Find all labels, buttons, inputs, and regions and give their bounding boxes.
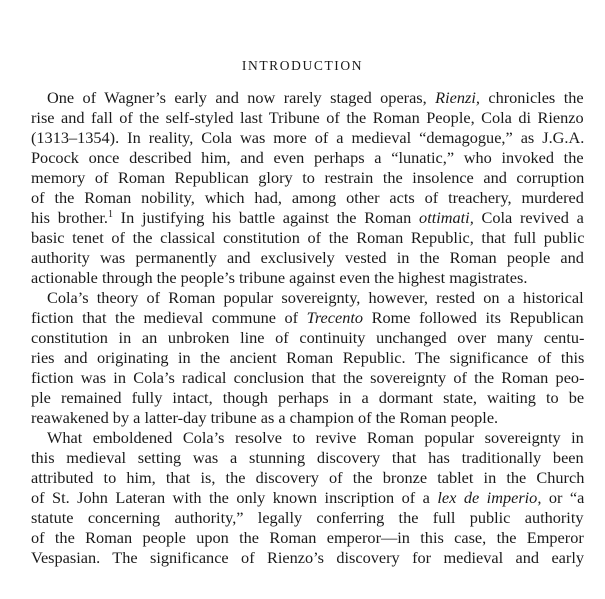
text-line: ple remained fully intact, though perhaps in a dormant state, waiting to be: [31, 388, 585, 407]
footnote-marker: 1: [107, 209, 113, 220]
text-line: of St. John Lateran with the only known inscription of a lex de imperio, or “a: [31, 488, 585, 507]
text-line: memory of Roman Republican glory to restrain the insolence and corruption: [31, 168, 585, 187]
text-line: Pocock once described him, and even perhaps a “lunatic,” who invoked the: [31, 148, 584, 167]
text-line: Vespasian. The significance of Rienzo’s discovery for medieval and early: [31, 548, 584, 567]
text-line: What emboldened Cola’s resolve to revive Roman popular sovereignty in: [47, 428, 584, 447]
text-line: constitution in an unbroken line of continuity unchanged over many centu-: [31, 328, 585, 347]
text-line: fiction was in Cola’s radical conclusion that the sovereignty of the Roman peo-: [31, 368, 585, 387]
text-line: Cola’s theory of Roman popular sovereignty, however, rested on a historical: [47, 288, 584, 307]
text-line: ries and originating in the ancient Roman Republic. The significance of this: [31, 348, 585, 367]
text-line: authority was permanently and exclusively vested in the Roman people and: [31, 248, 584, 267]
text-line: (1313–1354). In reality, Cola was more of a medieval “demagogue,” as J.G.A.: [31, 128, 585, 147]
text-line: attributed to him, that is, the discovery of the bronze tablet in the Church: [31, 468, 585, 487]
text-line: of the Roman nobility, which had, among other acts of treachery, murdered: [31, 188, 584, 207]
chapter-heading: INTRODUCTION: [241, 58, 364, 73]
text-line: of the Roman people upon the Roman emperor—in this case, the Emperor: [31, 528, 584, 547]
text-line: reawakened by a latter-day tribune as a champion of the Roman people.: [31, 408, 499, 427]
text-line: rise and fall of the self-styled last Tribune of the Roman People, Cola di Rienzo: [31, 108, 584, 127]
text-line: statute concerning authority,” legally conferring the full public authority: [31, 508, 584, 527]
text-line: fiction that the medieval commune of Trecento Rome followed its Republican: [31, 308, 584, 327]
text-line: One of Wagner’s early and now rarely staged operas, Rienzi, chronicles the: [47, 88, 584, 107]
text-line: actionable through the people’s tribune against even the highest magistrates.: [31, 268, 528, 287]
text-line: his brother.$^1$ In justifying his battle against the Roman ottimati, Cola revived a: [31, 208, 584, 227]
text-line: this medieval setting was a stunning discovery that has traditionally been: [31, 448, 584, 467]
text-line: basic tenet of the classical constitution of the Roman Republic, that full public: [31, 228, 585, 247]
